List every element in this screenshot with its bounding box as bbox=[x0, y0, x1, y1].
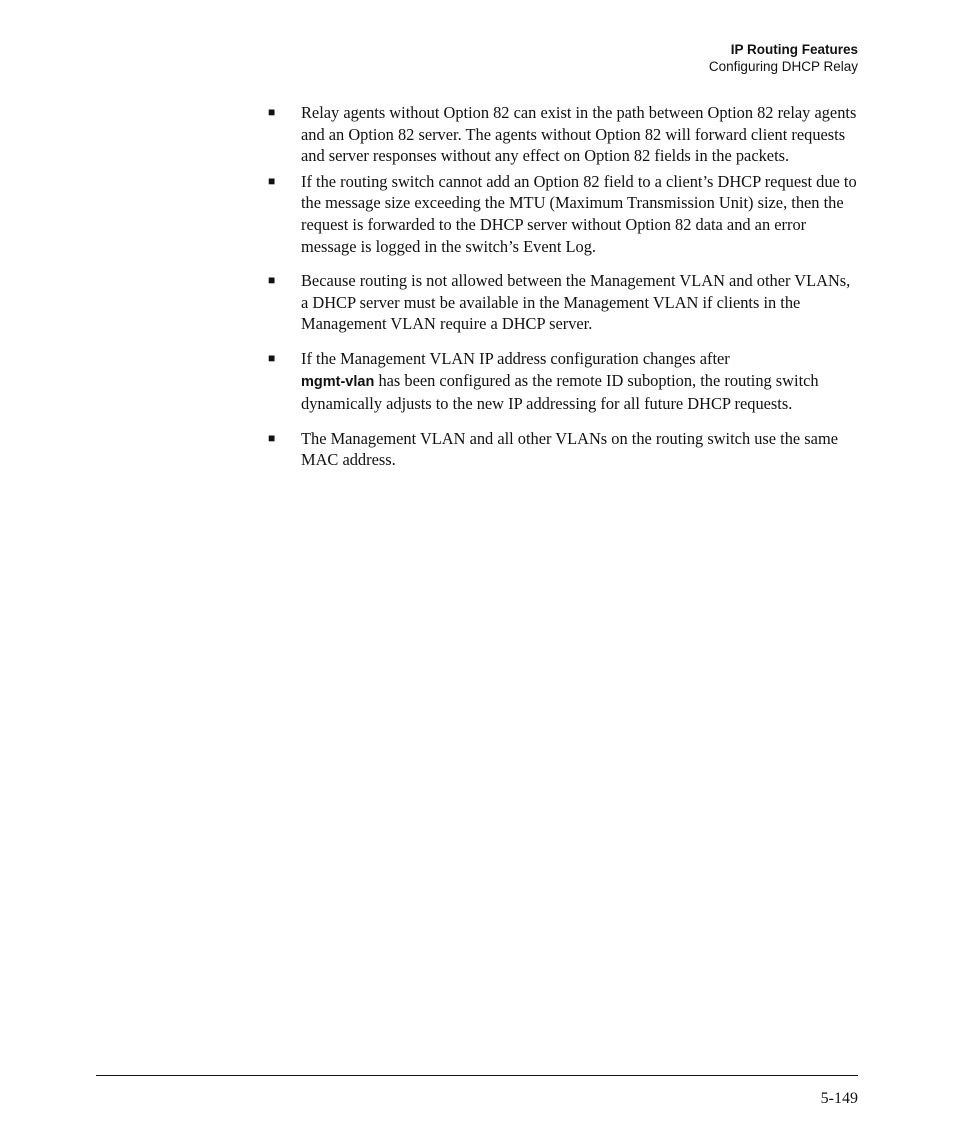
square-bullet-icon: ■ bbox=[268, 350, 276, 365]
square-bullet-icon: ■ bbox=[268, 173, 276, 188]
bullet-list bbox=[268, 102, 860, 471]
command-keyword: mgmt-vlan bbox=[301, 373, 375, 390]
list-item bbox=[268, 171, 860, 257]
list-item bbox=[268, 428, 860, 471]
running-header bbox=[709, 41, 858, 75]
list-item bbox=[268, 348, 860, 415]
page-number: 5-149 bbox=[820, 1090, 858, 1107]
list-item-text: Because routing is not allowed between the Management VLAN and other VLANs, a DHCP server must be available in the Management VLAN if clients in the Management VLAN require a DHCP server. bbox=[301, 271, 851, 334]
list-item-text: If the routing switch cannot add an Option 82 field to a client’s DHCP request due to the message size exceeding the MTU (Maximum Transmission Unit) size, then the request is forwarded to the DHCP server without Option 82 data and an error message is logged in the switch’s Event Log. bbox=[301, 171, 857, 256]
list-item-text bbox=[301, 349, 819, 413]
list-item-text: The Management VLAN and all other VLANs on the routing switch use the same MAC address. bbox=[301, 428, 838, 470]
list-item-text-after: has been configured as the remote ID suboption, the routing switch dynamically adjusts to the new IP addressing for all future DHCP requests. bbox=[301, 370, 819, 414]
square-bullet-icon: ■ bbox=[268, 105, 276, 119]
footer-rule bbox=[96, 1075, 858, 1076]
square-bullet-icon: ■ bbox=[268, 273, 276, 288]
list-item bbox=[268, 270, 860, 335]
list-item-text: Relay agents without Option 82 can exist in the path between Option 82 relay agents and an Option 82 server. The agents without Option 82 will forward client requests and server responses without any effect on Option 82 fields in the packets. bbox=[301, 103, 857, 166]
list-item-text-before: If the Management VLAN IP address configuration changes after bbox=[301, 348, 730, 368]
chapter-title: IP Routing Features bbox=[730, 42, 858, 57]
square-bullet-icon: ■ bbox=[268, 430, 276, 445]
section-title: Configuring DHCP Relay bbox=[708, 59, 858, 74]
list-item bbox=[268, 102, 860, 167]
